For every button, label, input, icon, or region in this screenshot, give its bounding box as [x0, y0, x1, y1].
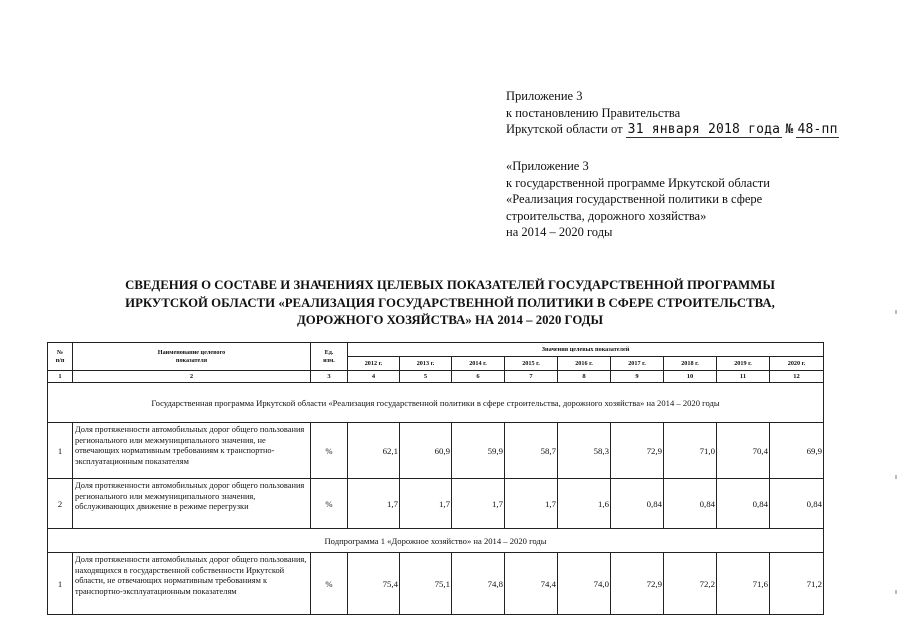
- column-number: 8: [558, 371, 611, 383]
- appendix-program-line: строительства, дорожного хозяйства»: [506, 208, 707, 223]
- scan-margin-mark: [895, 310, 897, 314]
- row-number: 1: [48, 553, 73, 615]
- appendix-line-1: Приложение 3: [506, 89, 583, 103]
- value-cell: 0,84: [664, 479, 717, 529]
- section-title: Государственная программа Иркутской области «Реализация государственной политики в сфере строительства, дорожного хозяйства» на 2014 – 2020 годы: [48, 383, 824, 423]
- header-year: 2015 г.: [505, 357, 558, 371]
- value-cell: 1,7: [452, 479, 505, 529]
- unit-cell: %: [311, 423, 348, 479]
- appendix-decree-block: [506, 88, 839, 139]
- value-cell: 71,6: [717, 553, 770, 615]
- appendix-program-line: «Приложение 3: [506, 159, 589, 173]
- value-cell: 0,84: [770, 479, 824, 529]
- value-cell: 1,7: [400, 479, 452, 529]
- value-cell: 75,1: [400, 553, 452, 615]
- column-number: 12: [770, 371, 824, 383]
- header-year: 2018 г.: [664, 357, 717, 371]
- value-cell: 1,7: [348, 479, 400, 529]
- indicators-table: [47, 342, 824, 615]
- column-number: 2: [73, 371, 311, 383]
- value-cell: 58,3: [558, 423, 611, 479]
- table-row: [48, 553, 824, 615]
- value-cell: 74,4: [505, 553, 558, 615]
- decree-date: 31 января 2018 года: [627, 122, 781, 137]
- value-cell: 75,4: [348, 553, 400, 615]
- value-cell: 0,84: [611, 479, 664, 529]
- section-row: [48, 529, 824, 553]
- column-number: 9: [611, 371, 664, 383]
- appendix-line-2: к постановлению Правительства: [506, 105, 681, 120]
- row-number: 1: [48, 423, 73, 479]
- header-year: 2019 г.: [717, 357, 770, 371]
- value-cell: 70,4: [717, 423, 770, 479]
- table-row: [48, 479, 824, 529]
- value-cell: 1,7: [505, 479, 558, 529]
- title-line: ИРКУТСКОЙ ОБЛАСТИ «РЕАЛИЗАЦИЯ ГОСУДАРСТВЕННОЙ ПОЛИТИКИ В СФЕРЕ СТРОИТЕЛЬСТВА,: [125, 295, 775, 310]
- decree-number: 48-пп: [797, 122, 838, 137]
- value-cell: 72,9: [611, 553, 664, 615]
- appendix-program-block: [506, 158, 770, 241]
- header-num: № п/п: [48, 343, 73, 371]
- column-number: 1: [48, 371, 73, 383]
- value-cell: 58,7: [505, 423, 558, 479]
- table-row: [48, 423, 824, 479]
- title-line: СВЕДЕНИЯ О СОСТАВЕ И ЗНАЧЕНИЯХ ЦЕЛЕВЫХ ПОКАЗАТЕЛЕЙ ГОСУДАРСТВЕННОЙ ПРОГРАММЫ: [125, 278, 775, 292]
- value-cell: 72,9: [611, 423, 664, 479]
- column-number: 11: [717, 371, 770, 383]
- value-cell: 0,84: [717, 479, 770, 529]
- value-cell: 60,9: [400, 423, 452, 479]
- row-number: 2: [48, 479, 73, 529]
- value-cell: 69,9: [770, 423, 824, 479]
- decree-number-label: №: [785, 122, 794, 137]
- title-line: ДОРОЖНОГО ХОЗЯЙСТВА» НА 2014 – 2020 ГОДЫ: [296, 313, 604, 327]
- column-number: 3: [311, 371, 348, 383]
- header-year: 2014 г.: [452, 357, 505, 371]
- header-year: 2012 г.: [348, 357, 400, 371]
- column-number: 4: [348, 371, 400, 383]
- unit-cell: %: [311, 479, 348, 529]
- header-unit: Ед. изм.: [311, 343, 348, 371]
- column-numbers-row: [48, 371, 824, 383]
- unit-cell: %: [311, 553, 348, 615]
- header-year: 2020 г.: [770, 357, 824, 371]
- section-row: [48, 383, 824, 423]
- value-cell: 59,9: [452, 423, 505, 479]
- indicator-name: Доля протяженности автомобильных дорог общего пользования регионального или межмуниципального значения, обслуживающих движение в режиме перегрузки: [73, 479, 311, 529]
- header-year: 2017 г.: [611, 357, 664, 371]
- value-cell: 71,2: [770, 553, 824, 615]
- header-year: 2013 г.: [400, 357, 452, 371]
- header-year: 2016 г.: [558, 357, 611, 371]
- value-cell: 74,8: [452, 553, 505, 615]
- appendix-program-line: «Реализация государственной политики в сфере: [506, 192, 763, 206]
- appendix-line-3: [506, 121, 839, 139]
- column-number: 5: [400, 371, 452, 383]
- value-cell: 72,2: [664, 553, 717, 615]
- document-title: [70, 277, 830, 330]
- value-cell: 74,0: [558, 553, 611, 615]
- scan-margin-mark: [895, 590, 897, 594]
- value-cell: 62,1: [348, 423, 400, 479]
- value-cell: 1,6: [558, 479, 611, 529]
- column-number: 10: [664, 371, 717, 383]
- indicator-name: Доля протяженности автомобильных дорог общего пользования регионального или межмуниципального значения, не отвечающих нормативным требованиям к транспортно-эксплуатационным показателям: [73, 423, 311, 479]
- appendix-program-line: к государственной программе Иркутской области: [506, 175, 770, 190]
- indicator-name: Доля протяженности автомобильных дорог общего пользования, находящихся в государственной собственности Иркутской области, не отвечающих нормативным требованиям к транспортно-эксплуатационным показателям: [73, 553, 311, 615]
- scan-margin-mark: [895, 475, 897, 479]
- appendix-program-line: на 2014 – 2020 годы: [506, 225, 613, 239]
- appendix-line-3-prefix: Иркутской области от: [506, 122, 623, 136]
- section-title: Подпрограмма 1 «Дорожное хозяйство» на 2014 – 2020 годы: [48, 529, 824, 553]
- header-values-group: Значения целевых показателей: [348, 343, 824, 357]
- value-cell: 71,0: [664, 423, 717, 479]
- header-indicator-name: Наименование целевого показателя: [73, 343, 311, 371]
- column-number: 7: [505, 371, 558, 383]
- column-number: 6: [452, 371, 505, 383]
